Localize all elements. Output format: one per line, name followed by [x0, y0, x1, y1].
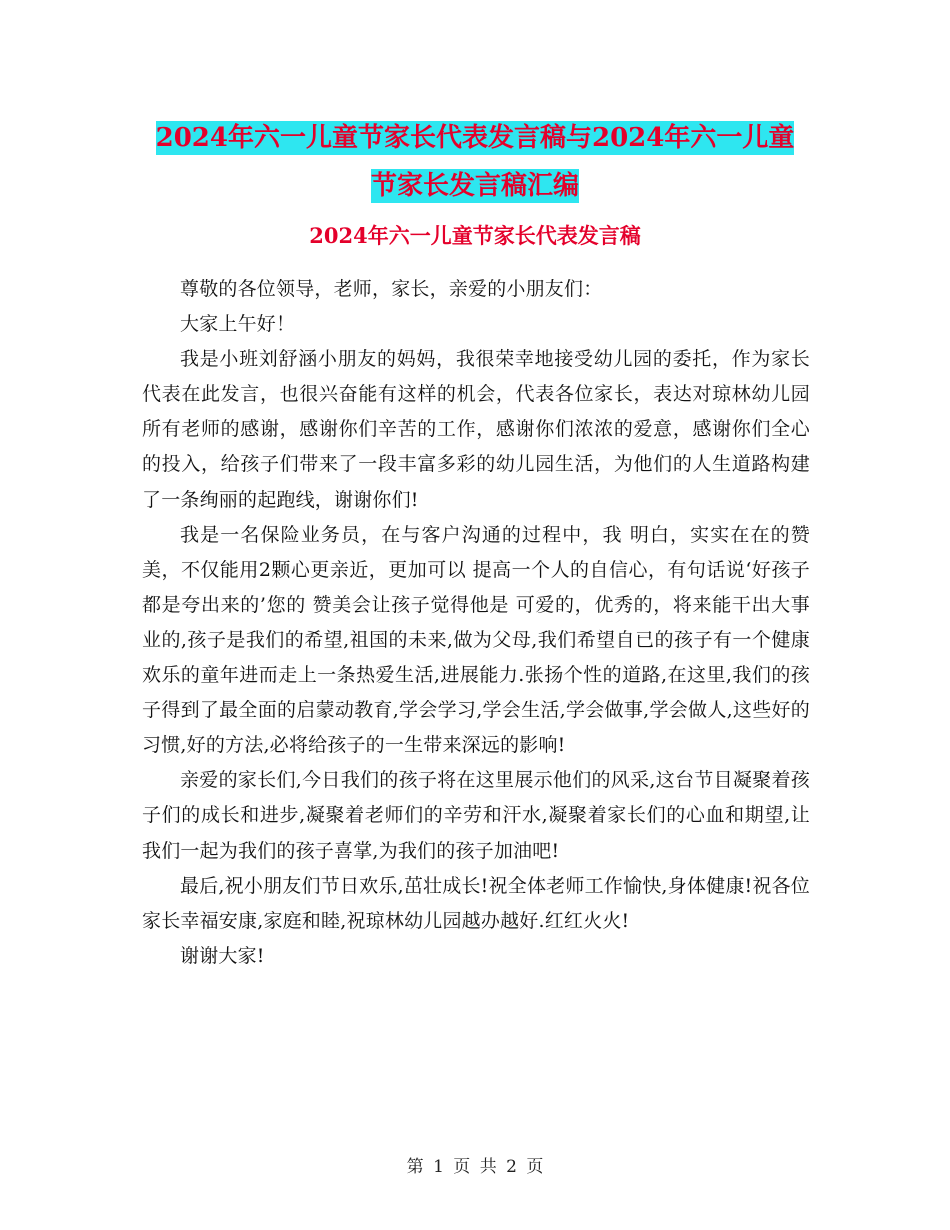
paragraph-wishes: 最后,祝小朋友们节日欢乐,茁壮成长!祝全体老师工作愉快,身体健康!祝各位家长幸福安康,家庭和睦,祝琼林幼儿园越办越好.红红火火! — [142, 874, 810, 932]
current-page-number: 1 — [433, 1157, 444, 1177]
title-line-2: 节家长发言稿汇编 — [370, 171, 579, 201]
page-footer — [0, 1152, 950, 1177]
paragraph-salutation: 尊敬的各位领导，老师，家长，亲爱的小朋友们： — [180, 278, 603, 300]
total-suffix: 页 — [526, 1157, 544, 1177]
paragraph-performance: 亲爱的家长们,今日我们的孩子将在这里展示他们的风采,这台节目凝聚着孩子们的成长和进步,凝聚着老师们的辛劳和汗水,凝聚着家长们的心血和期望,让我们一起为我们的孩子喜掌,为我们的孩子加油吧! — [142, 769, 810, 862]
total-prefix: 共 — [479, 1157, 497, 1177]
paragraph-praise: 我是一名保险业务员，在与客户沟通的过程中，我 明白，实实在在的赞美，不仅能用2颗心更亲近，更加可以 提高一个人的自信心，有句话说‘好孩子都是夸出来的’您的 赞美会让孩子觉得他是 可爱的，优秀的，将来能干出大事业的,孩子是我们的希望,祖国的未来,做为父母,我们希望自已的孩子有一个健康欢乐的童年进而走上一条热爱生活,进展能力.张扬个性的道路,在这里,我们的孩子得到了最全面的启蒙动教育,学会学习,学会生活,学会做事,学会做人,这些好的习惯,好的方法,必将给孩子的一生带来深远的影响! — [142, 523, 810, 757]
title-line-1: 2024年六一儿童节家长代表发言稿与2024年六一儿童 — [155, 123, 795, 153]
speech-body — [142, 272, 810, 974]
total-pages-number: 2 — [506, 1157, 517, 1177]
paragraph-thanks: 谢谢大家! — [180, 944, 265, 967]
page-word: 页 — [453, 1157, 471, 1177]
paragraph-greeting: 大家上午好！ — [180, 313, 296, 336]
document-title — [130, 114, 820, 210]
page-prefix: 第 — [406, 1157, 424, 1177]
paragraph-introduction: 我是小班刘舒涵小朋友的妈妈，我很荣幸地接受幼儿园的委托，作为家长代表在此发言，也很兴奋能有这样的机会，代表各位家长，表达对琼林幼儿园所有老师的感谢，感谢你们辛苦的工作，感谢你们浓浓的爱意，感谢你们全心的投入，给孩子们带来了一段丰富多彩的幼儿园生活，为他们的人生道路构建了一条绚丽的起跑线，谢谢你们! — [142, 348, 810, 511]
section-heading: 2024年六一儿童节家长代表发言稿 — [309, 223, 641, 248]
